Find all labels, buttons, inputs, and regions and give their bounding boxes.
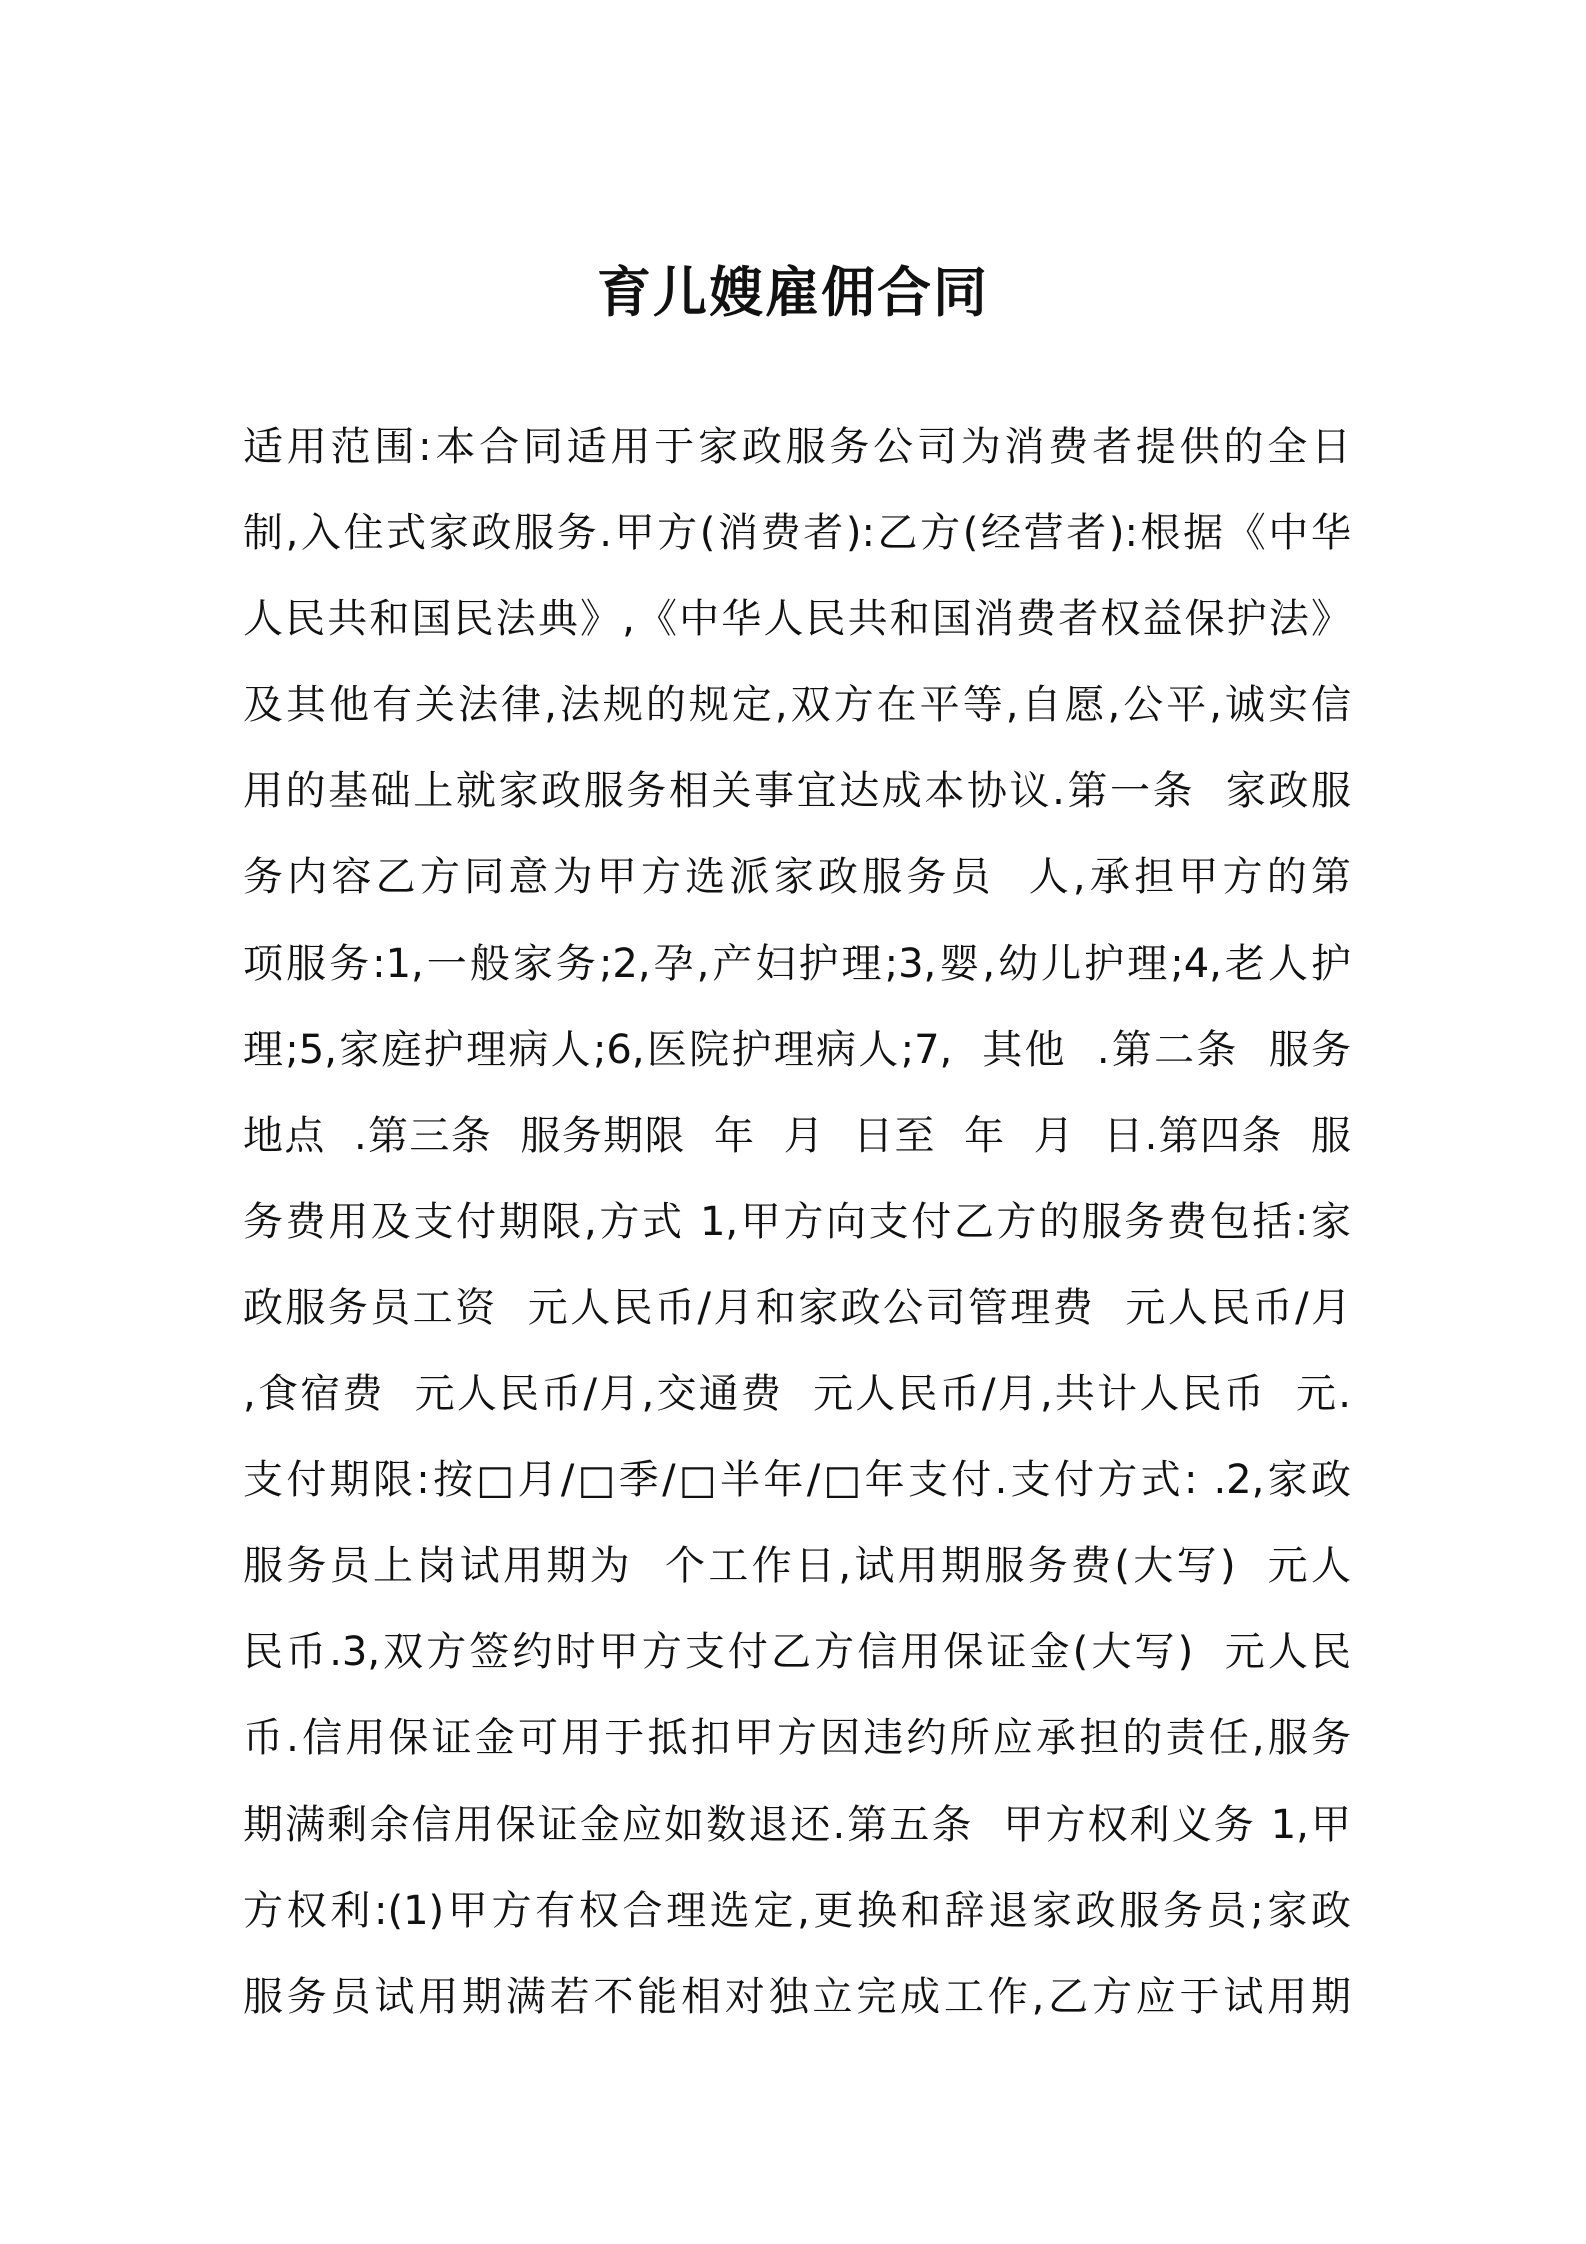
body-line: 及其他有关法律,法规的规定,双方在平等,自愿,公平,诚实信 [243,682,1351,729]
body-line: 方权利:(1)甲方有权合理选定,更换和辞退家政服务员;家政 [243,1887,1351,1934]
body-line: 币.信用保证金可用于抵扣甲方因违约所应承担的责任,服务 [243,1715,1351,1762]
body-line: 适用范围:本合同适用于家政服务公司为消费者提供的全日 [243,424,1351,470]
document-title: 育儿嫂雇佣合同 [597,261,989,324]
body-line: 项服务:1,一般家务;2,孕,产妇护理;3,婴,幼儿护理;4,老人护 [243,940,1351,987]
body-line: 制,入住式家政服务.甲方(消费者):乙方(经营者):根据《中华 [243,510,1351,557]
body-line: 服务员试用期满若不能相对独立完成工作,乙方应于试用期 [243,1973,1351,2020]
document-body [243,404,1351,2040]
body-line: 人民共和国民法典》,《中华人民共和国消费者权益保护法》 [243,596,1351,643]
body-line: 政服务员工资 元人民币/月和家政公司管理费 元人民币/月 [243,1284,1351,1331]
body-line: ,食宿费 元人民币/月,交通费 元人民币/月,共计人民币 元. [243,1371,1351,1418]
body-line: 支付期限:按□月/□季/□半年/□年支付.支付方式: .2,家政 [243,1457,1351,1504]
body-line: 务费用及支付期限,方式 1,甲方向支付乙方的服务费包括:家 [243,1198,1351,1245]
body-line: 服务员上岗试用期为 个工作日,试用期服务费(大写) 元人 [243,1543,1351,1590]
body-line: 期满剩余信用保证金应如数退还.第五条 甲方权利义务 1,甲 [243,1801,1351,1848]
body-line: 务内容乙方同意为甲方选派家政服务员 人,承担甲方的第 [243,854,1351,901]
body-line: 民币.3,双方签约时甲方支付乙方信用保证金(大写) 元人民 [243,1629,1351,1676]
body-line: 用的基础上就家政服务相关事宜达成本协议.第一条 家政服 [243,768,1351,815]
body-line: 地点 .第三条 服务期限 年 月 日至 年 月 日.第四条 服 [243,1112,1351,1159]
body-line: 理;5,家庭护理病人;6,医院护理病人;7, 其他 .第二条 服务 [243,1026,1351,1073]
